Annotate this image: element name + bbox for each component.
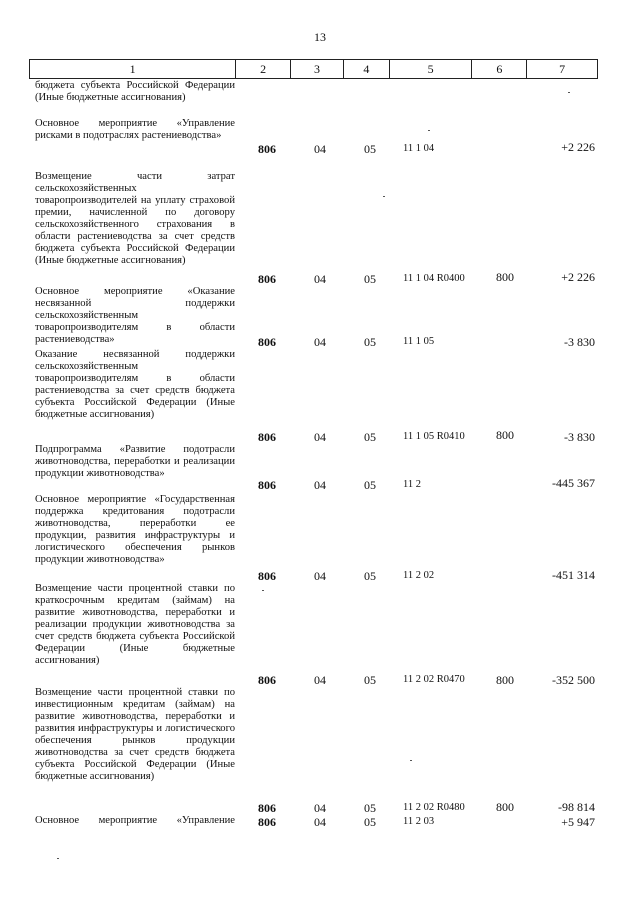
cell-subsection: 05 (364, 673, 376, 687)
header-col-4: 4 (344, 60, 390, 78)
cell-grbs: 806 (258, 569, 276, 583)
table-row (0, 815, 640, 829)
table-row (0, 349, 640, 444)
row-description: Основное мероприятие «Управление рисками в подотраслях растениеводства» (35, 118, 235, 141)
row-description: Основное мероприятие «Оказание несвязанной поддержки сельскохозяйственным товаропроизводителям в области растениеводства» (35, 286, 235, 345)
table-header (29, 59, 598, 79)
cell-grbs: 806 (258, 430, 276, 444)
cell-amount: -445 367 (552, 476, 595, 490)
cell-grbs: 806 (258, 142, 276, 156)
cell-grbs: 806 (258, 815, 276, 829)
cell-section: 04 (314, 142, 326, 156)
row-description: бюджета субъекта Российской Федерации (Иные бюджетные ассигнования) (35, 80, 235, 103)
row-description: Подпрограмма «Развитие подотрасли животноводства, переработки и реализации продукции животноводства» (35, 444, 235, 479)
row-description: Возмещение части процентной ставки по инвестиционным кредитам (займам) на развитие животноводства, переработки и развития инфраструктуры и логистического обеспечения рынков продукции животноводства за счет средств бюджета субъекта Российской Федерации (Иные бюджетные ассигнования) (35, 687, 235, 782)
row-description: Основное мероприятие «Государственная поддержка кредитования подотрасли животноводства, переработки ее продукции, развития инфраструктуры и логистического обеспечения рынков продукции животноводства» (35, 494, 235, 565)
cell-subsection: 05 (364, 142, 376, 156)
cell-amount: -98 814 (558, 800, 595, 814)
header-col-5: 5 (390, 60, 473, 78)
cell-amount: -3 830 (564, 335, 595, 349)
cell-section: 04 (314, 569, 326, 583)
page-number: 13 (314, 30, 326, 44)
cell-subsection: 05 (364, 801, 376, 815)
row-description: Основное мероприятие «Управление (35, 815, 235, 826)
table-row (0, 171, 640, 286)
cell-subsection: 05 (364, 569, 376, 583)
cell-grbs: 806 (258, 478, 276, 492)
cell-subsection: 05 (364, 815, 376, 829)
row-description: Возмещение части затрат сельскохозяйственных товаропроизводителей на уплату страховой премии, начисленной по договору сельскохозяйственного страхования в области растениеводства за счет средств бюджета субъекта Российской Федерации (Иные бюджетные ассигнования) (35, 171, 235, 266)
cell-expense-type: 800 (496, 673, 514, 687)
cell-subsection: 05 (364, 272, 376, 286)
cell-subsection: 05 (364, 430, 376, 444)
budget-table-body (0, 80, 640, 829)
cell-target-code: 11 2 02 (403, 570, 435, 581)
cell-section: 04 (314, 673, 326, 687)
cell-section: 04 (314, 801, 326, 815)
cell-grbs: 806 (258, 272, 276, 286)
scan-speck (383, 196, 385, 197)
header-col-1: 1 (30, 60, 236, 78)
cell-expense-type: 800 (496, 800, 514, 814)
scan-speck (410, 760, 412, 761)
header-col-2: 2 (236, 60, 291, 78)
row-description: Возмещение части процентной ставки по краткосрочным кредитам (займам) на развитие животноводства, переработки и реализации продукции животноводства за счет средств бюджета субъекта Российской Федерации (Иные бюджетные ассигнования) (35, 583, 235, 666)
table-row (0, 118, 640, 171)
cell-grbs: 806 (258, 801, 276, 815)
cell-expense-type: 800 (496, 270, 514, 284)
cell-target-code: 11 2 02 R0480 (403, 802, 465, 813)
table-row (0, 444, 640, 494)
cell-amount: +5 947 (561, 815, 595, 829)
table-row (0, 583, 640, 687)
cell-section: 04 (314, 478, 326, 492)
cell-amount: +2 226 (561, 140, 595, 154)
scan-speck (568, 92, 570, 93)
cell-amount: -451 314 (552, 568, 595, 582)
cell-grbs: 806 (258, 335, 276, 349)
scan-speck (57, 858, 59, 859)
scan-speck (428, 130, 430, 131)
cell-section: 04 (314, 430, 326, 444)
scan-speck (262, 590, 264, 591)
cell-target-code: 11 1 05 R0410 (403, 431, 465, 442)
cell-target-code: 11 2 03 (403, 816, 435, 827)
cell-target-code: 11 1 05 (403, 336, 435, 347)
cell-target-code: 11 1 04 R0400 (403, 273, 465, 284)
cell-subsection: 05 (364, 478, 376, 492)
cell-target-code: 11 2 (403, 479, 421, 490)
cell-subsection: 05 (364, 335, 376, 349)
cell-amount: -352 500 (552, 673, 595, 687)
cell-grbs: 806 (258, 673, 276, 687)
cell-section: 04 (314, 335, 326, 349)
cell-section: 04 (314, 272, 326, 286)
cell-expense-type: 800 (496, 428, 514, 442)
header-col-6: 6 (472, 60, 527, 78)
table-row (0, 687, 640, 815)
header-col-7: 7 (559, 61, 566, 76)
header-col-3: 3 (291, 60, 344, 78)
row-description: Оказание несвязанной поддержки сельскохозяйственным товаропроизводителям в области растениеводства за счет средств бюджета субъекта Российской Федерации (Иные бюджетные ассигнования) (35, 349, 235, 420)
table-row (0, 286, 640, 349)
cell-target-code: 11 2 02 R0470 (403, 674, 465, 685)
cell-amount: +2 226 (561, 270, 595, 284)
table-row (0, 494, 640, 583)
cell-section: 04 (314, 815, 326, 829)
cell-amount: -3 830 (564, 430, 595, 444)
cell-target-code: 11 1 04 (403, 143, 435, 154)
table-row (0, 80, 640, 118)
